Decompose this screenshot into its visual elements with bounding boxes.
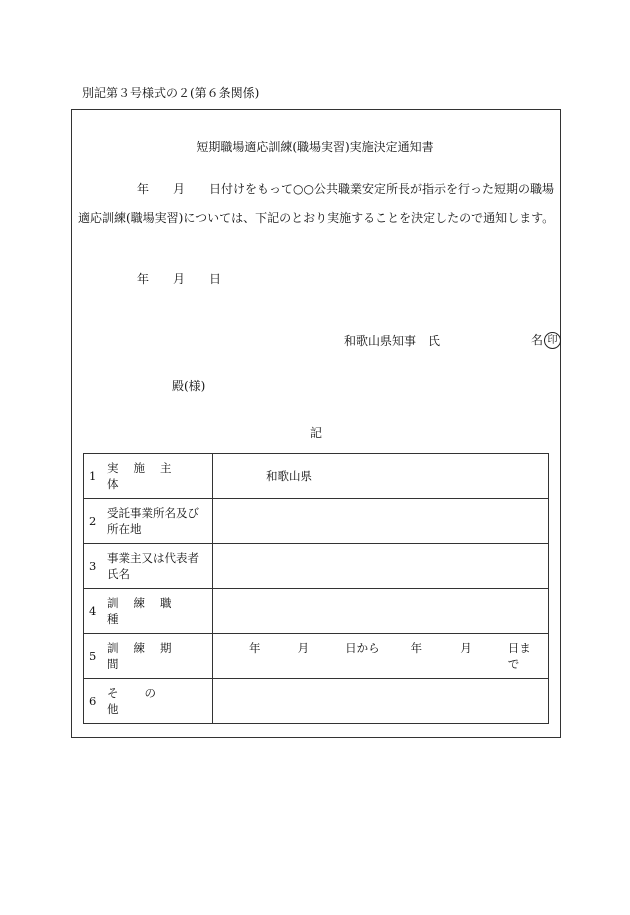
date-year: 年 (137, 272, 150, 286)
body-line2: 適応訓練(職場実習)については、下記のとおり実施することを決定したので通知します。 (78, 211, 555, 225)
row-label: 実施主体 (107, 461, 187, 491)
row-value (213, 589, 549, 634)
date-month: 月 (173, 272, 186, 286)
seal-stamp: 印 (544, 332, 561, 349)
issuer-title: 和歌山県知事 氏 (344, 334, 441, 348)
row-value (213, 679, 549, 724)
body-month: 月 (173, 182, 186, 196)
row-number: 4 (89, 604, 97, 618)
row-value (213, 499, 549, 544)
row-label-line2: 所在地 (107, 522, 142, 536)
row-label: その他 (107, 686, 182, 716)
row-number: 6 (89, 694, 97, 708)
body-year: 年 (137, 182, 150, 196)
row-label (107, 550, 199, 582)
row-label (107, 505, 199, 537)
row-label-line1: 事業主又は代表者 (107, 551, 199, 565)
row-number: 3 (89, 559, 97, 573)
row-label: 訓練期間 (107, 641, 187, 671)
table-row (84, 499, 549, 544)
row-label-line2: 氏名 (107, 567, 130, 581)
row-value (213, 544, 549, 589)
table-row (84, 454, 549, 499)
period-start-day: 日から (345, 641, 380, 655)
ki-label: 記 (310, 426, 323, 440)
details-table (83, 453, 549, 724)
row-label-cell (84, 544, 213, 589)
recipient-label: 殿(様) (172, 379, 206, 393)
period-start-year: 年 (249, 641, 261, 655)
row-label-cell (84, 499, 213, 544)
table-row (84, 634, 549, 679)
row-label: 訓練職種 (107, 596, 187, 626)
row-label-line1: 受託事業所名及び (107, 506, 199, 520)
table-row (84, 589, 549, 634)
name-label-text: 名 (531, 333, 544, 347)
period-start-month: 月 (297, 641, 310, 655)
document-title: 短期職場適応訓練(職場実習)実施決定通知書 (196, 140, 434, 154)
table-row (84, 679, 549, 724)
row-value: 和歌山県 (213, 454, 549, 499)
row-number: 2 (89, 514, 97, 528)
issuer-name-label (531, 331, 561, 349)
period-end-month: 月 (460, 641, 472, 655)
row-number: 1 (89, 469, 97, 483)
row-label-cell (84, 589, 213, 634)
period-end-year: 年 (410, 641, 423, 655)
date-day: 日 (209, 272, 222, 286)
row-label-cell (84, 454, 213, 499)
form-number-label: 別記第３号様式の２(第６条関係) (82, 86, 260, 100)
period-end-day: 日まで (507, 641, 531, 671)
body-line1: 日付けをもって○○公共職業安定所長が指示を行った短期の職場 (209, 182, 554, 196)
row-label-cell (84, 634, 213, 679)
row-label-cell (84, 679, 213, 724)
period-cell (213, 634, 549, 679)
row-number: 5 (89, 649, 97, 663)
table-row (84, 544, 549, 589)
